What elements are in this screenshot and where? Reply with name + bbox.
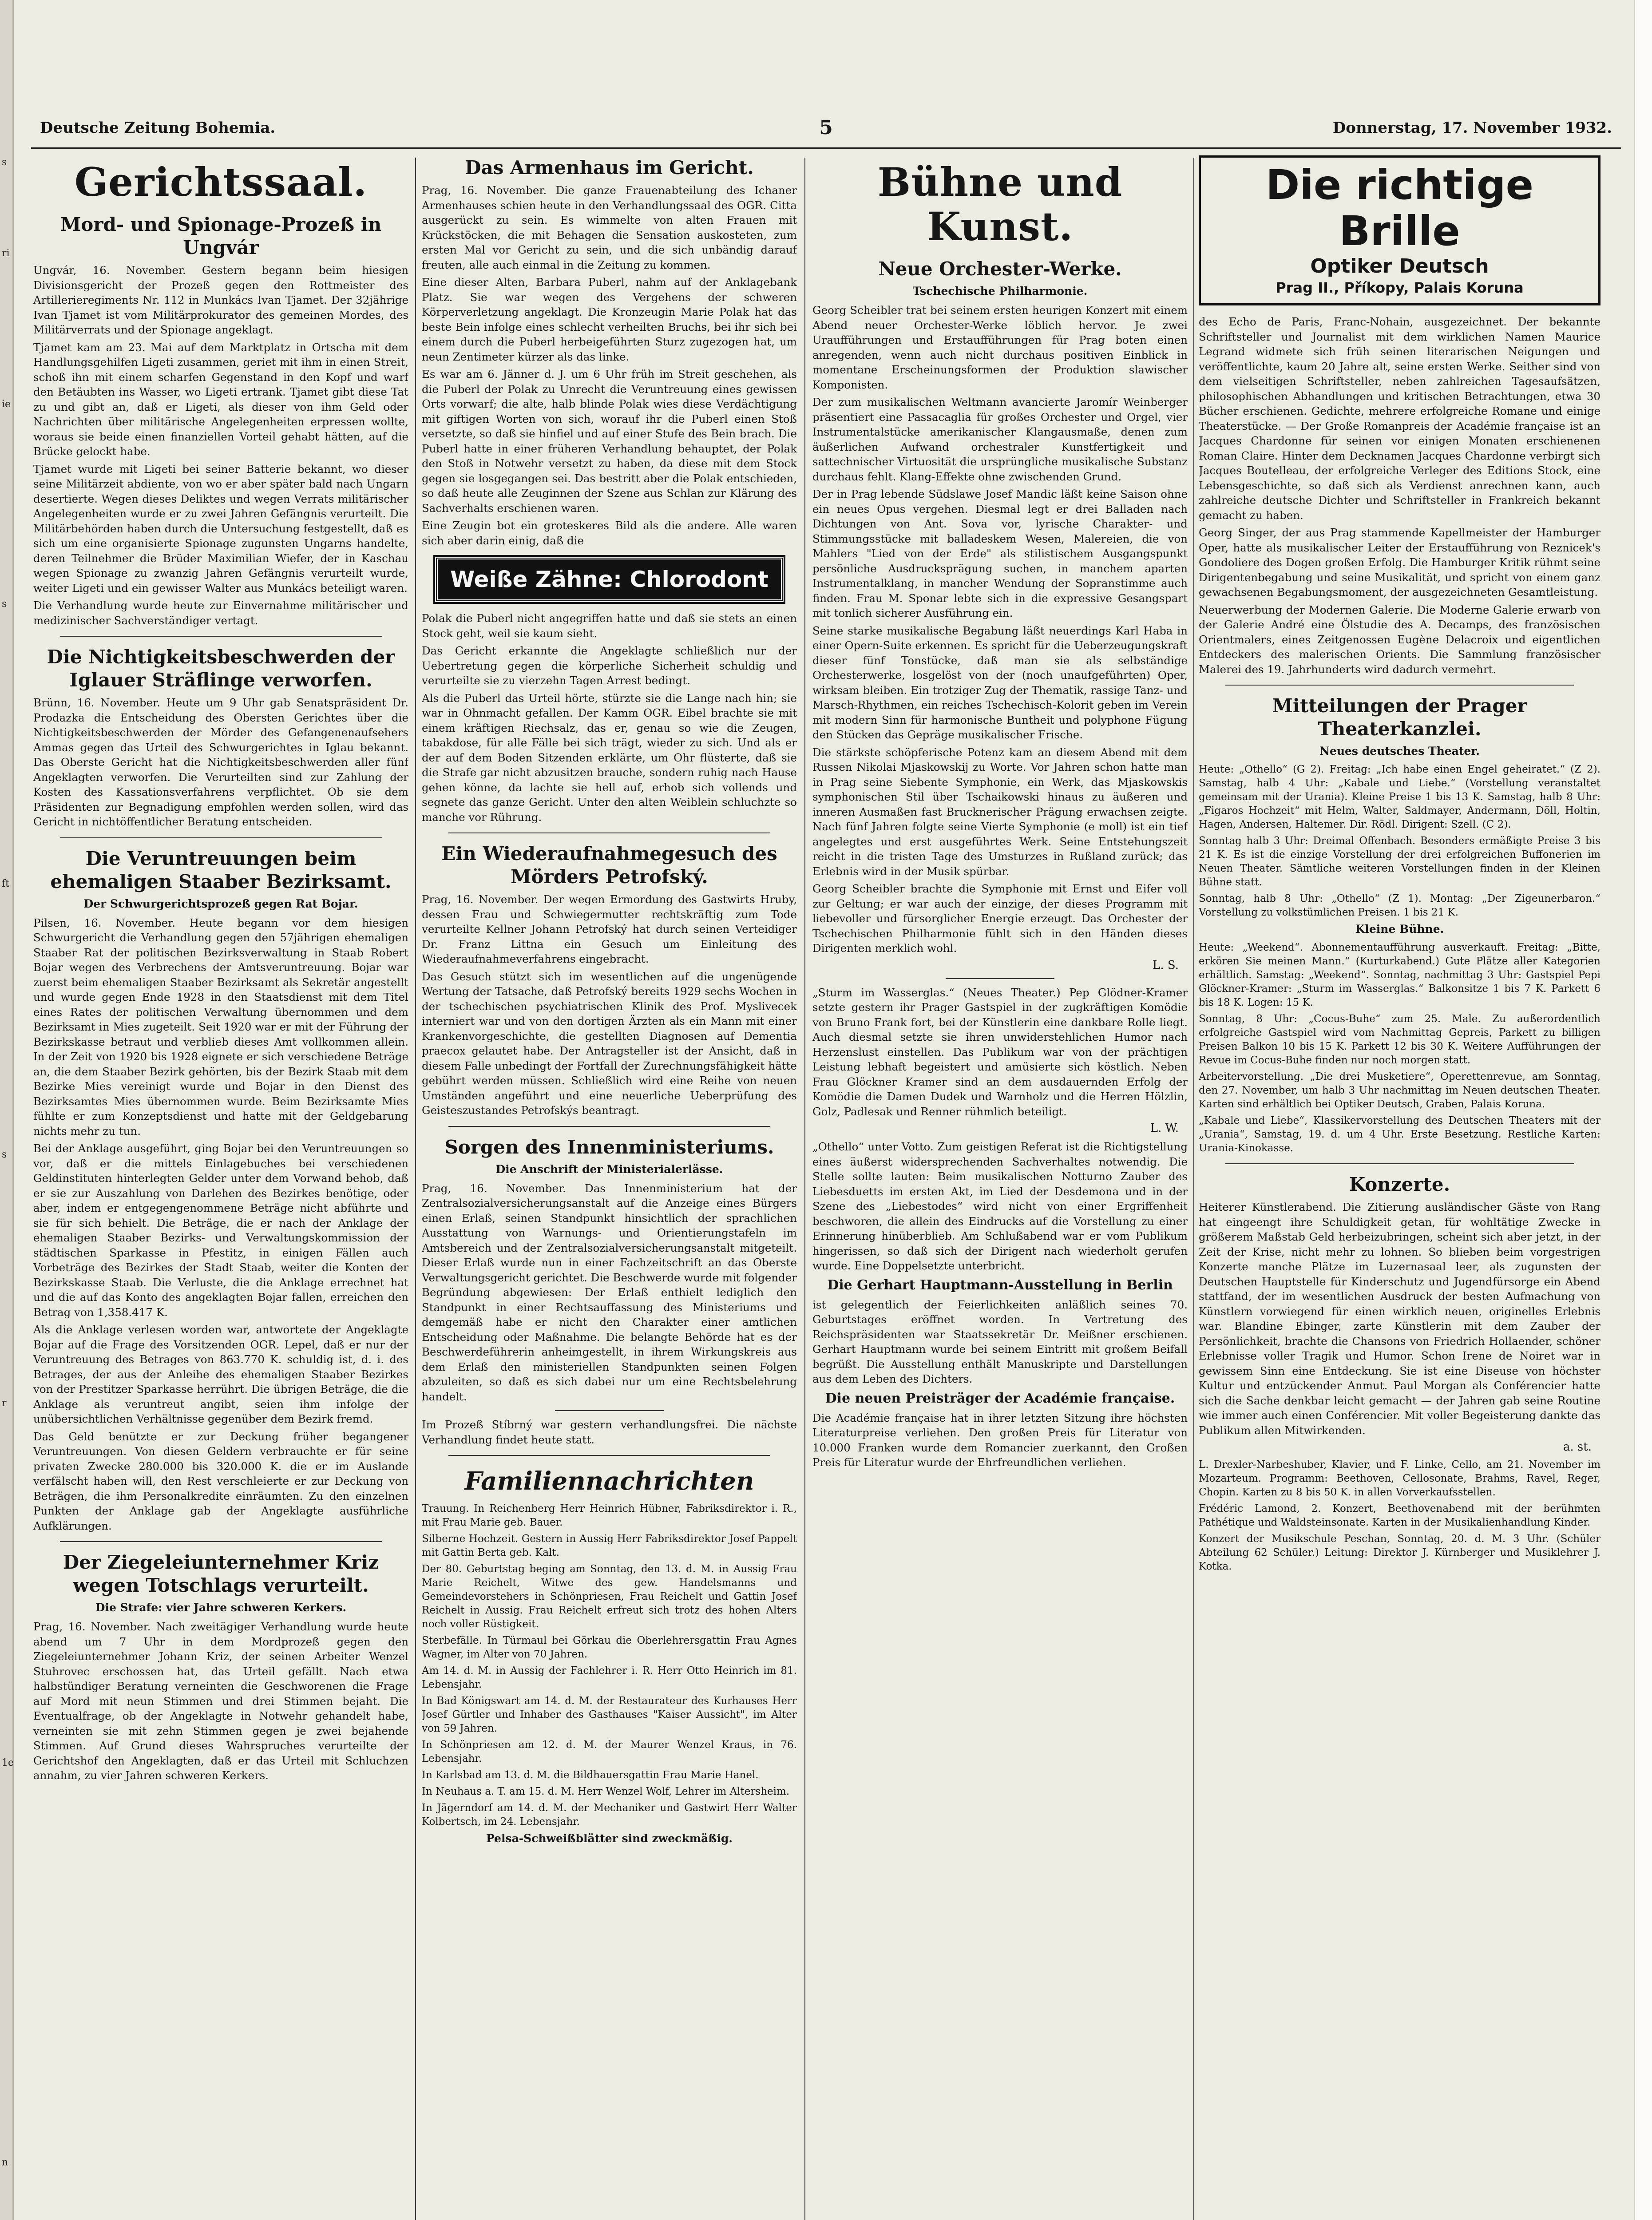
article-paragraph: Tjamet wurde mit Ligeti bei seiner Batterie bekannt, wo dieser seine Militärzeit abdiente, von wo er aber später bald nach Ungarn desertierte. Wegen dieses Deliktes und wegen Verrats militärischer Angelegenheiten wurde er zu zwei Jahren Gefängnis verurteilt. Die Militärbehörden haben durch die Untersuchung festgestellt, daß es sich um eine organisierte Spionage zugunsten Ungarns handelte, deren Teilnehmer die Brüder Maximilian Wiefer, der in Kaschau wegen Spionage zu zwanzig Jahren Gefängnis verurteilt wurde, weiter Ligeti und ein gewisser Walter aus Munkács beteiligt waren. [33, 462, 408, 595]
notice-paragraph: Sterbefälle. In Türmaul bei Görkau die Oberlehrersgattin Frau Agnes Wagner, im Alter von 70 Jahren. [422, 1635, 797, 1660]
page-number: 5 [819, 116, 833, 139]
separator [1225, 685, 1574, 686]
article-title: Mitteilungen der Prager Theaterkanzlei. [1272, 695, 1527, 740]
article-title: Die Veruntreuungen beim ehemaligen Staaber Bezirksamt. [50, 847, 392, 892]
margin-fragment: s [2, 157, 7, 168]
article-title: Die Nichtigkeitsbeschwerden der Iglauer Sträflinge verworfen. [47, 646, 395, 691]
separator [60, 636, 382, 637]
article-subtitle: Kleine Bühne. [1355, 923, 1444, 936]
article-paragraph: Die Verhandlung wurde heute zur Einvernahme militärischer und medizinischer Sachverständiger vertagt. [33, 599, 408, 627]
article-title: Die neuen Preisträger der Académie française. [825, 1390, 1175, 1406]
article-paragraph: Das Gesuch stützt sich im wesentlichen auf die ungenügende Wertung der Tatsache, daß Petrofský bereits 1929 sechs Wochen in der tschechischen psychiatrischen Klinik des Prof. Myslivecek interniert war und von den dortigen Ärzten als ein Mann mit einer Krankenvorgeschichte, die gestellten Diagnosen auf Dementia praecox gelautet habe. Der Antragsteller ist der Ansicht, daß in diesem Falle unbedingt der Fortfall der Zurechnungsfähigkeit hätte gebührt werden müssen. Schließlich wird eine Reihe von neuen Umständen angeführt und eine neuerliche Ueberprüfung des Geisteszustandes Petrofskýs beantragt. [422, 970, 797, 1117]
article-paragraph: Seine starke musikalische Begabung läßt neuerdings Karl Haba in einer Opern-Suite erkennen. Es spricht für die Ueberzeugungskraft dieser fünf Tonstücke, daß man sie als selbständige Orchesterwerke, losgelöst von der (noch unaufgeführten) Oper, wirksam bleiben. Ein trotziger Zug der Thematik, rassige Tanz- und Marsch-Rhythmen, ein reiches Tschechisch-Kolorit geben im Verein mit modern Sinn für harmonische Buntheit und polyphone Fügung den Stücken das Gepräge musikalischer Frische. [812, 624, 1188, 741]
author-signature: L. W. [1150, 1122, 1179, 1135]
column-4 [1199, 155, 1600, 2220]
masthead-name: Deutsche Zeitung Bohemia. [40, 119, 276, 137]
notice-paragraph: Am 14. d. M. in Aussig der Fachlehrer i. R. Herr Otto Heinrich im 81. Lebensjahr. [422, 1665, 797, 1690]
ad-address: Prag II., Příkopy, Palais Koruna [1276, 279, 1524, 296]
concert-listing: L. Drexler-Narbeshuber, Klavier, und F. Linke, Cello, am 21. November im Mozarteum. Programm: Beethoven, Cellosonate, Brahms, Ravel, Reger, Chopin. Karten zu 8 bis 50 K. in allen Vorverkaufsstellen. [1199, 1459, 1600, 1498]
section-title-familiennachrichten: Familiennachrichten [464, 1467, 754, 1496]
article-title: Neue Orchester-Werke. [878, 258, 1122, 280]
article-paragraph: Bei der Anklage ausgeführt, ging Bojar bei den Veruntreuungen so vor, daß er die mittels Einlagebuches bei verschiedenen Geldinstituten hinterlegten Gelder unter dem Vorwand behob, daß er sie zur Auszahlung von Darlehen des Bezirkes benötige, oder aber, indem er entgegengenommene Beträge nicht abführte und sie für sich behielt. Die Beträge, die er nach der Anklage der ehemaligen Staaber Bezirks- und Verwaltungskommission der städtischen Sparkasse in Pfestitz, in einigen Fällen auch Vorbeträge des Bezirkes der Stadt Staab, weiter die Konten der Bezirkskasse Staab. Die Verluste, die die Anklage errechnet hat und die auf das Konto des angeklagten Bojar fallen, erreichen den Betrag von 1,358.417 K. [33, 1142, 408, 1319]
section-title-buehne-und-kunst: Bühne und Kunst. [877, 159, 1123, 250]
notice-paragraph: Silberne Hochzeit. Gestern in Aussig Herr Fabriksdirektor Josef Pappelt mit Gattin Berta geb. Kalt. [422, 1533, 797, 1558]
article-paragraph: Georg Scheibler brachte die Symphonie mit Ernst und Eifer voll zur Geltung; er war auch der einzige, der dieses Programm mit liebevoller und fürsorglicher Energie erzeugt. Das Orchester der Tschechischen Philharmonie fühlt sich in den Händen dieses Dirigenten merklich wohl. [812, 882, 1188, 955]
column-rule [804, 158, 805, 2220]
article-paragraph: „Sturm im Wasserglas.“ (Neues Theater.) Pep Glödner-Kramer setzte gestern ihr Prager Gastspiel in der zugkräftigen Komödie von Bruno Frank fort, bei der Künstlerin eine dankbare Rolle liegt. Auch diesmal setzte sie ihren unwiderstehlichen Humor nach Herzenslust einstellen. Das Publikum war von der prächtigen Leistung lebhaft begeistert und amüsierte sich köstlich. Neben Frau Glöckner Kramer sind an dem ausdauernden Erfolg der Komödie die Damen Dudek und Warnholz und die Herren Hölzlin, Golz, Padlesak und Renner rühmlich beteiligt. [812, 986, 1188, 1118]
theater-listing: Heute: „Othello“ (G 2). Freitag: „Ich habe einen Engel geheiratet.“ (Z 2). Samstag, halb 4 Uhr: „Kabale und Liebe.“ (Vorstellung veranstaltet gemeinsam mit der Urania). Kleine Preise 1 bis 13 K. Samstag, halb 8 Uhr: „Figaros Hochzeit“ mit Helm, Walter, Saldmayer, Andermann, Döll, Holtin, Hagen, Andersen, Haltemer. Dir. Rödl. Dirigent: Szell. (C 2). [1199, 764, 1600, 830]
article-paragraph: Eine dieser Alten, Barbara Puberl, nahm auf der Anklagebank Platz. Sie war wegen des Vergehens der schweren Körperverletzung angeklagt. Die Kronzeugin Marie Polak hat das beste Bein infolge eines schlecht verheilten Bruchs, bei ihr sich bei einem durch die Puberl herbeigeführten Sturz zugezogen hat, um neun Zentimeter kürzer als das linke. [422, 276, 797, 363]
article-paragraph: Pilsen, 16. November. Heute begann vor dem hiesigen Schwurgericht die Verhandlung gegen den 57jährigen ehemaligen Staaber Rat der politischen Bezirksverwaltung in Staab Robert Bojar wegen des Verbrechens der Amtsveruntreuung. Bojar war zuerst beim ehemaligen Staaber Bezirksamt als Sekretär angestellt und wurde gegen Ende 1928 in den Staatsdienst mit dem Titel eines Rates der politischen Verwaltung übernommen und dem Bezirksamt in Mies zugeteilt. Seit 1920 war er mit der Führung der Bezirkskasse betraut und verblieb dieses Amt vollkommen allein. In der Zeit von 1920 bis 1928 eignete er sich verschiedene Beträge an, die dem Staaber Bezirk gehörten, bis der Bezirk Staab mit dem Bezirke Mies vereinigt wurde und Bojar in den Dienst des Bezirksamtes Mies übernommen wurde. Beim Bezirksamte Mies fühlte er zum Konzeptsdienst und hatte mit der Geldgebarung nichts mehr zu tun. [33, 916, 408, 1138]
pelsa-advertisement: Pelsa-Schweißblätter sind zweckmäßig. [486, 1832, 733, 1845]
author-signature: L. S. [1153, 958, 1179, 972]
article-paragraph: „Othello“ unter Votto. Zum geistigen Referat ist die Richtigstellung eines äußerst widersprechenden Sachverhaltes notwendig. Die Stelle sollte lauten: Beim musikalischen Notturno Zauber des Liebesduetts im ersten Akt, im Lied der Desdemona und in der Szene des „Liebestodes“ wird nicht von einer Ergriffenheit beschworen, die allein des Eindrucks auf die Vorstellung zu einer Erinnerung hinüberblieb. Am Schlußabend war er vom Publikum hingerissen, so daß sich der Dirigent nach wiederholt gerufen wurde. Eine Doppelsetzte unterbricht. [812, 1140, 1188, 1272]
issue-date: Donnerstag, 17. November 1932. [1332, 119, 1612, 137]
article-paragraph: Ungvár, 16. November. Gestern begann beim hiesigen Divisionsgericht der Prozeß gegen den Rottmeister des Artillerieregiments Nr. 112 in Munkács Ivan Tjamet. Der 32jährige Ivan Tjamet ist vom Militärprokurator des gemeinen Mordes, des Militärverrats und der Spionage angeklagt. [33, 264, 408, 336]
article-paragraph: Prag, 16. November. Die ganze Frauenabteilung des Ichaner Armenhauses schien heute in den Verhandlungssaal des OGR. Citta ausgerückt zu sein. Es wimmelte von alten Frauen mit Krückstöcken, die mit Behagen die Sensation auskosteten, zum ersten Mal vor Gericht zu sein, und die sich unbändig darauf freuten, alle auch einmal in die Zeitung zu kommen. [422, 184, 797, 271]
article-paragraph: Prag, 16. November. Das Innenministerium hat der Zentralsozialversicherungsanstalt auf die Anzeige eines Bürgers einen Erlaß, seinen Standpunkt hinsichtlich der sprachlichen Ausstattung von Warnungs- und Orientierungstafeln im Amtsbereich und der Zentralsozialversicherungsanstalt mitgeteilt. Dieser Erlaß wurde nun in einer Fachzeitschrift an das Oberste Verwaltungsgericht gerichtet. Die Beschwerde wurde mit folgender Begründung abgewiesen: Der Erlaß enthielt lediglich den Standpunkt in einer Rechtsauffassung des Ministeriums und demgemäß habe er nicht den Charakter einer amtlichen Entscheidung oder Maßnahme. Die belangte Behörde hat es der Beschwerdeführerin anheimgestellt, in ihrem Wirkungskreis aus dem Erlaß den ministeriellen Standpunkten seinen Folgen abzuleiten, so daß es sich dabei nur um eine Rechtsbelehrung handelt. [422, 1181, 797, 1403]
separator [555, 1410, 664, 1411]
margin-fragment: s [2, 1149, 7, 1160]
left-page-edge [0, 0, 14, 2220]
article-subtitle: Die Anschrift der Ministerialerlässe. [495, 1162, 723, 1176]
article-paragraph: Der zum musikalischen Weltmann avancierte Jaromír Weinberger präsentiert eine Passacaglia für großes Orchester und Orgel, vier Instrumentalstücke amerikanischer Klangausmaße, denen zum äußerlichen Aufwand orchestraler Kunstfertigkeit und sattechnischer Virtuosität die ursprüngliche musikalische Substanz durchaus fehlt. Klang-Effekte ohne zwischenden Grund. [812, 396, 1188, 483]
margin-fragment: s [2, 599, 7, 610]
separator [60, 837, 382, 838]
separator [448, 832, 770, 833]
separator [1225, 1163, 1574, 1164]
separator [60, 1541, 382, 1542]
theater-listing: Heute: „Weekend“. Abonnementaufführung ausverkauft. Freitag: „Bitte, erkören Sie meinen Mann.“ (Kurturkabend.) Gute Plätze aller Kategorien erhältlich. Samstag: „Weekend“. Sonntag, nachmittag 3 Uhr: Gastspiel Pepi Glöckner-Kramer: „Sturm im Wasserglas.“ Balkonsitze 1 bis 7 K. Parkett 6 bis 18 K. Logen: 15 K. [1199, 942, 1600, 1008]
separator [448, 1455, 770, 1456]
article-paragraph: Tjamet kam am 23. Mai auf dem Marktplatz in Ortscha mit dem Handlungsgehilfen Ligeti zusammen, geriet mit ihm in einen Streit, schoß ihn mit einem scharfen Gegenstand in den Kopf und warf den Betäubten ins Wasser, wo Ligeti ertrank. Tjamet gibt diese Tat zu und gibt an, daß er Ligeti, als dieser von ihm Geld oder Nachrichten über militärische Angelegenheiten erpressen wollte, woraus sie beide einen finanziellen Vorteil gehabt hätten, auf die Brücke gelockt habe. [33, 341, 408, 458]
article-paragraph: Neuerwerbung der Modernen Galerie. Die Moderne Galerie erwarb von der Galerie André eine Ölstudie des A. Decamps, des französischen Orientmalers, eines Zeitgenossen Eugène Delacroix und eigentlichen Entdeckers des malerischen Orients. Die Sammlung französischer Malerei des 19. Jahrhunderts wird dadurch vermehrt. [1199, 603, 1600, 676]
concert-listing: Frédéric Lamond, 2. Konzert, Beethovenabend mit der berühmten Pathétique und Waldsteinsonate. Karten in der Musikalienhandlung Kinder. [1199, 1503, 1600, 1528]
article-subtitle: Der Schwurgerichtsprozeß gegen Rat Bojar. [83, 897, 358, 910]
separator [448, 1126, 770, 1127]
theater-listing: Arbeitervorstellung. „Die drei Musketiere“, Operettenrevue, am Sonntag, den 27. November, um halb 3 Uhr nachmittag im Neuen deutschen Theater. Karten sind erhältlich bei Optiker Deutsch, Graben, Palais Koruna. [1199, 1071, 1600, 1110]
article-paragraph: Im Prozeß Stíbrný war gestern verhandlungsfrei. Die nächste Verhandlung findet heute statt. [422, 1418, 797, 1446]
article-paragraph: Heiterer Künstlerabend. Die Zitierung ausländischer Gäste von Rang hat eingeengt ihre Schuldigkeit getan, für wohltätige Zwecke in größerem Maßstab Geld herbeizubringen, scheint sich aber jetzt, in der Zeit der Krise, nicht mehr zu lohnen. So blieben beim vorgestrigen Konzerte manche Plätze im Luzernasaal leer, als zugunsten der Deutschen Hauptstelle für Kinderschutz und Jugendfürsorge ein Abend stattfand, der im wesentlichen Ausdruck der besten Aufmachung von Künstlern vorwiegend für einen wirklich neuen, originelles Erlebnis war. Blandine Ebinger, zarte Künstlerin mit dem Zauber der Persönlichkeit, brachte die Chansons von Friedrich Hollaender, schöner Erlebnisse voller Tragik und Humor. Schon Irene de Noiret war in gewissem Sinn eine Entdeckung. Sie ist eine Diseuse von höchster Kultur und entzückender Anmut. Paul Morgan als Conférencier hatte sich die Sache denkbar leicht gemacht — der Jahren gab seine Routine wie immer auch einen Conférencier. Mit voller Begeisterung dankte das Publikum allen Mitwirkenden. [1199, 1201, 1600, 1437]
right-page-edge [1634, 0, 1652, 2220]
margin-fragment: 1e [2, 1757, 14, 1768]
article-paragraph: Georg Scheibler trat bei seinem ersten heurigen Konzert mit einem Abend neuer Orchester-Werke löblich hervor. Je zwei Uraufführungen und Erstaufführungen für Prag boten einen anregenden, wenn auch nicht durchaus positiven Einblick in momentane Erscheinungsformen der Produktion slawischer Komponisten. [812, 304, 1188, 391]
article-title: Sorgen des Innenministeriums. [444, 1136, 774, 1158]
article-paragraph: Prag, 16. November. Nach zweitägiger Verhandlung wurde heute abend um 7 Uhr in dem Mordprozeß gegen den Ziegeleiunternehmer Johann Kriz, der seinen Arbeiter Wenzel Stuhrovec erschossen hat, das Urteil gefällt. Nach etwa halbstündiger Beratung verneinten die Geschworenen die Frage auf Mord mit neun Stimmen und drei Stimmen bejaht. Die Eventualfrage, ob der Angeklagte in Notwehr gehandelt habe, verneinten sie mit zehn Stimmen gegen je zwei bejahende Stimmen. Auf Grund dieses Wahrspruches verurteilte der Gerichtshof den Angeklagten, daß er das Urteil mit Schluchzen annahm, zu vier Jahren schweren Kerkers. [33, 1620, 408, 1782]
chlorodont-advertisement: Weiße Zähne: Chlorodont [435, 557, 784, 602]
article-paragraph: Als die Puberl das Urteil hörte, stürzte sie die Lange nach hin; sie war in Ohnmacht gefallen. Der Kamm OGR. Eibel brachte sie mit einem kräftigen Riechsalz, das er, genau so wie die Zeugen, tabakdose, für alle Fälle bei sich trägt, wieder zu sich. Und als er der auf dem Boden Sitzenden erklärte, um Ohr flüsterte, daß sie die Strafe gar nicht abzusitzen brauche, sondern ruhig nach Hause gehen könne, da lachte sie hell auf, erhob sich vollends und segnete das ganze Gericht. Unter den alten Weiblein schluchzte so manche vor Rührung. [422, 691, 797, 824]
theater-listing: Sonntag, halb 8 Uhr: „Othello“ (Z 1). Montag: „Der Zigeunerbaron.“ Vorstellung zu volkstümlichen Preisen. 1 bis 21 K. [1199, 893, 1600, 918]
article-paragraph: Es war am 6. Jänner d. J. um 6 Uhr früh im Streit geschehen, als die Puberl der Polak zu Unrecht die Veruntreuung eines gewissen Orts vorwarf; die alte, halb blinde Polak wies diese Verdächtigung mit giftigen Worten von sich, worauf ihr die Puberl einen Stoß versetzte, so daß sie hinfiel und auf einer Stufe des Bein brach. Die Puberl hatte in einer früheren Verhandlung behauptet, der Polak den Stoß in Notwehr versetzt zu haben, da diese mit dem Stock gegen sie losgegangen sei. Das bestritt aber die Polak entschieden, so daß heute alle Zeuginnen der Szene aus Schlan zur Klärung des Sachverhalts erschienen waren. [422, 368, 797, 515]
theater-listing: Sonntag halb 3 Uhr: Dreimal Offenbach. Besonders ermäßigte Preise 3 bis 21 K. Es ist die einzige Vorstellung der drei erfolgreichen Buffonerien im Neuen Theater. Sämtliche weiteren Vorstellungen finden in der Kleinen Bühne statt. [1199, 835, 1600, 888]
margin-fragment: r [2, 1398, 7, 1409]
column-2 [422, 155, 797, 2220]
section-title-gerichtssaal: Gerichtssaal. [74, 159, 368, 205]
article-paragraph: Der in Prag lebende Südslawe Josef Mandic läßt keine Saison ohne ein neues Opus vergehen. Diesmal legt er drei Balladen nach Dichtungen von Ant. Sova vor, lyrische Charakter- und Stimmungsstücke mit balladeskem Wesen, Malereien, die von Mahlers "Lied von der Erde" als stilistischem Ausgangspunkt persönliche Ausdrucksprägung suchen, in manchem aparten Instrumentalklang, in mancher Wendung der Sopranstimme auch finden. Frau M. Sponar lebte sich in die expressive Gesangspart mit tonlich sicherer Ausführung ein. [812, 488, 1188, 619]
article-title: Das Armenhaus im Gericht. [465, 157, 754, 178]
column-rule [415, 158, 416, 2220]
optiker-advertisement [1199, 155, 1600, 305]
article-title: Der Ziegeleiunternehmer Kriz wegen Totschlags verurteilt. [63, 1551, 379, 1596]
ad-headline: Die richtige Brille [1265, 161, 1534, 255]
column-3 [812, 155, 1188, 2220]
ad-shop-name: Optiker Deutsch [1310, 255, 1489, 278]
article-paragraph: Die Académie française hat in ihrer letzten Sitzung ihre höchsten Literaturpreise verliehen. Den großen Preis für Literatur von 10.000 Franken wurde dem Romancier zuerkannt, den Großen Preis für Literatur wurde der Ehrfreundlichen verliehen. [812, 1411, 1188, 1469]
article-paragraph: Die stärkste schöpferische Potenz kam an diesem Abend mit dem Russen Nikolai Mjaskowskij zu Worte. Vor Jahren schon hatte man in Prag seine Siebente Symphonie, ein Werk, das Mjaskowskis symphonischen Stil über Tschaikowski hinaus zu äußeren und inneren Ausmaßen fast Brucknerischer Prägung erwachsen zeigte. Nach fünf Jahren folgte seine Vierte Symphonie (e moll) ist ein tief angelegtes und erst ausgeführtes Werk. Seine Entstehungszeit reicht in die tristen Tage des Umsturzes in Rußland zurück; das Erlebnis wird in der Musik spürbar. [812, 745, 1188, 878]
margin-fragment: ft [2, 878, 9, 889]
article-subtitle: Die Strafe: vier Jahre schweren Kerkers. [95, 1601, 347, 1614]
separator [946, 978, 1054, 979]
page-header [40, 116, 1612, 146]
margin-fragment: ri [2, 248, 10, 259]
article-paragraph: Georg Singer, der aus Prag stammende Kapellmeister der Hamburger Oper, hatte als musikalischer Leiter der Erstaufführung von Reznicek's Gondoliere des Dogen großen Erfolg. Die Hamburger Kritik rühmt seine Dirigentenbegabung und seine Musikalität, und spricht von einem ganz gewachsenen Begabungsmoment, der ausgezeichneten Gesamtleistung. [1199, 526, 1600, 599]
article-paragraph: Das Geld benützte er zur Deckung früher begangener Veruntreuungen. Von diesen Geldern verbrauchte er für seine privaten Zwecke 280.000 bis 320.000 K. die er im Auslande verfälscht haben will, den Rest verschleierte er zur Deckung von Beträgen, die ihm Personalkredite einräumten. Zu den einzelnen Punkten der Anklage gab der Angeklagte ausführliche Aufklärungen. [33, 1430, 408, 1532]
article-subtitle: Neues deutsches Theater. [1319, 745, 1480, 757]
article-subtitle: Tschechische Philharmonie. [912, 285, 1088, 297]
notice-paragraph: In Karlsbad am 13. d. M. die Bildhauersgattin Frau Marie Hanel. [422, 1769, 759, 1781]
article-paragraph: Brünn, 16. November. Heute um 9 Uhr gab Senatspräsident Dr. Prodazka die Entscheidung des Obersten Gerichtes über die Nichtigkeitsbeschwerden der Mörder des Gefangenenaufsehers Ammas gegen das Urteil des Schwurgerichtes in Iglau bekannt. Das Oberste Gericht hat die Nichtigkeitsbeschwerden aller fünf Angeklagten verworfen. Die Verurteilten sind zur Zahlung der Kosten des Kassationsverfahrens verpflichtet. Ob sie dem Präsidenten zur Begnadigung empfohlen werden sollen, wird das Gericht in nichtöffentlicher Beratung entscheiden. [33, 696, 408, 828]
article-title: Mord- und Spionage-Prozeß in Ungvár [60, 214, 382, 258]
margin-fragment: ie [2, 399, 11, 410]
theater-listing: Sonntag, 8 Uhr: „Cocus-Buhe“ zum 25. Male. Zu außerordentlich erfolgreiche Gastspiel wird vom Nachmittag Gepreis, Parkett zu billigen Preisen Balkon 10 bis 15 K. Parkett 12 bis 30 K. Weitere Aufführungen der Revue im Cocus-Buhe finden nur noch morgen statt. [1199, 1013, 1600, 1066]
notice-paragraph: In Jägerndorf am 14. d. M. der Mechaniker und Gastwirt Herr Walter Kolbertsch, im 24. Lebensjahr. [422, 1802, 797, 1828]
article-paragraph: Als die Anklage verlesen worden war, antwortete der Angeklagte Bojar auf die Frage des Vorsitzenden OGR. Lepel, daß er nur der Veruntreuung des Betrages von 863.770 K. schuldig ist, d. i. des Betrages, der aus der Anleihe des ehemaligen Staaber Bezirkes von der Prestitzer Sparkasse herrührt. Die übrigen Beträge, die die Anklage als veruntreut angibt, seien ihm infolge der unübersichtlichen Verhältnisse gegenüber dem Bezirk fremd. [33, 1323, 408, 1425]
article-title: Ein Wiederaufnahmegesuch des Mörders Petrofský. [441, 843, 777, 888]
article-paragraph: Prag, 16. November. Der wegen Ermordung des Gastwirts Hruby, dessen Frau und Schwiegermutter rechtskräftig zum Tode verurteilte Kellner Johann Petrofský hat durch seinen Verteidiger Dr. Franz Littna ein Gesuch um Einleitung des Wiederaufnahmeverfahrens eingebracht. [422, 893, 797, 965]
author-signature: a. st. [1563, 1440, 1592, 1454]
article-paragraph: des Echo de Paris, Franc-Nohain, ausgezeichnet. Der bekannte Schriftsteller und Journalist mit dem wirklichen Namen Maurice Legrand widmete sich früh seinen literarischen Neigungen und veröffentlichte, kaum 20 Jahre alt, seine ersten Werke. Seither sind von dem vielseitigen Schriftsteller, neben zahlreichen Tagesaufsätzen, philosophischen Abhandlungen und kritischen Betrachtungen, etwa 30 Bücher erschienen. Gedichte, mehrere erfolgreiche Romane und einige Theaterstücke. — Der Große Romanpreis der Académie française ist an Jacques Chardonne für seinen vor einigen Monaten erschienenen Roman Claire. Hinter dem Decknamen Jacques Chardonne verbirgt sich Jacques Boutelleau, der erfolgreiche Verleger des Editions Stock, eine Lebensgeschichte, so daß sich als Verdienst anrechnen kann, auch zahlreiche deutsche Dichter und Schriftsteller in Frankreich bekannt gemacht zu haben. [1199, 315, 1600, 522]
article-paragraph: Eine Zeugin bot ein groteskeres Bild als die andere. Alle waren sich aber darin einig, daß die [422, 519, 797, 547]
article-paragraph: Das Gericht erkannte die Angeklagte schließlich nur der Uebertretung gegen die körperliche Sicherheit schuldig und verurteilte sie zu vierzehn Tagen Arrest bedingt. [422, 644, 797, 687]
article-title: Die Gerhart Hauptmann-Ausstellung in Berlin [827, 1277, 1173, 1293]
article-title: Konzerte. [1349, 1173, 1450, 1195]
column-rule [1193, 158, 1194, 2220]
notice-paragraph: In Schönpriesen am 12. d. M. der Maurer Wenzel Kraus, in 76. Lebensjahr. [422, 1739, 797, 1764]
notice-paragraph: In Bad Königswart am 14. d. M. der Restaurateur des Kurhauses Herr Josef Gürtler und Inhaber des Gasthauses "Kaiser Aussicht", im Alter von 59 Jahren. [422, 1695, 797, 1734]
article-paragraph: ist gelegentlich der Feierlichkeiten anläßlich seines 70. Geburtstages eröffnet worden. In Vertretung des Reichspräsidenten war Staatssekretär Dr. Meißner erschienen. Gerhart Hauptmann wurde bei seinem Eintritt mit großem Beifall begrüßt. Die Ausstellung enthält Manuskripte und Darstellungen aus dem Leben des Dichters. [812, 1298, 1188, 1385]
notice-paragraph: Trauung. In Reichenberg Herr Heinrich Hübner, Fabriksdirektor i. R., mit Frau Marie geb. Bauer. [422, 1503, 797, 1528]
margin-fragment: n [2, 2157, 8, 2168]
column-1 [33, 155, 408, 2220]
concert-listing: Konzert der Musikschule Peschan, Sonntag, 20. d. M. 3 Uhr. (Schüler Abteilung 62 Schüler.) Leitung: Direktor J. Kürnberger und Musiklehrer J. Kotka. [1199, 1533, 1600, 1572]
notice-paragraph: Der 80. Geburtstag beging am Sonntag, den 13. d. M. in Aussig Frau Marie Reichelt, Witwe des gew. Handelsmanns und Gemeindevorstehers in Schönpriesen, Frau Reichelt und Gattin Josef Reichelt in Aussig. Frau Reichelt erfreut sich trotz des hohen Alters noch voller Rüstigkeit. [422, 1563, 797, 1630]
header-rule [31, 147, 1621, 149]
article-paragraph: Polak die Puberl nicht angegriffen hatte und daß sie stets an einen Stock geht, weil sie kaum sieht. [422, 612, 797, 640]
notice-paragraph: In Neuhaus a. T. am 15. d. M. Herr Wenzel Wolf, Lehrer im Altersheim. [422, 1786, 790, 1797]
theater-listing: „Kabale und Liebe“, Klassikervorstellung des Deutschen Theaters mit der „Urania“, Samstag, 19. d. um 4 Uhr. Erste Besetzung. Restliche Karten: Urania-Kinokasse. [1199, 1115, 1600, 1154]
